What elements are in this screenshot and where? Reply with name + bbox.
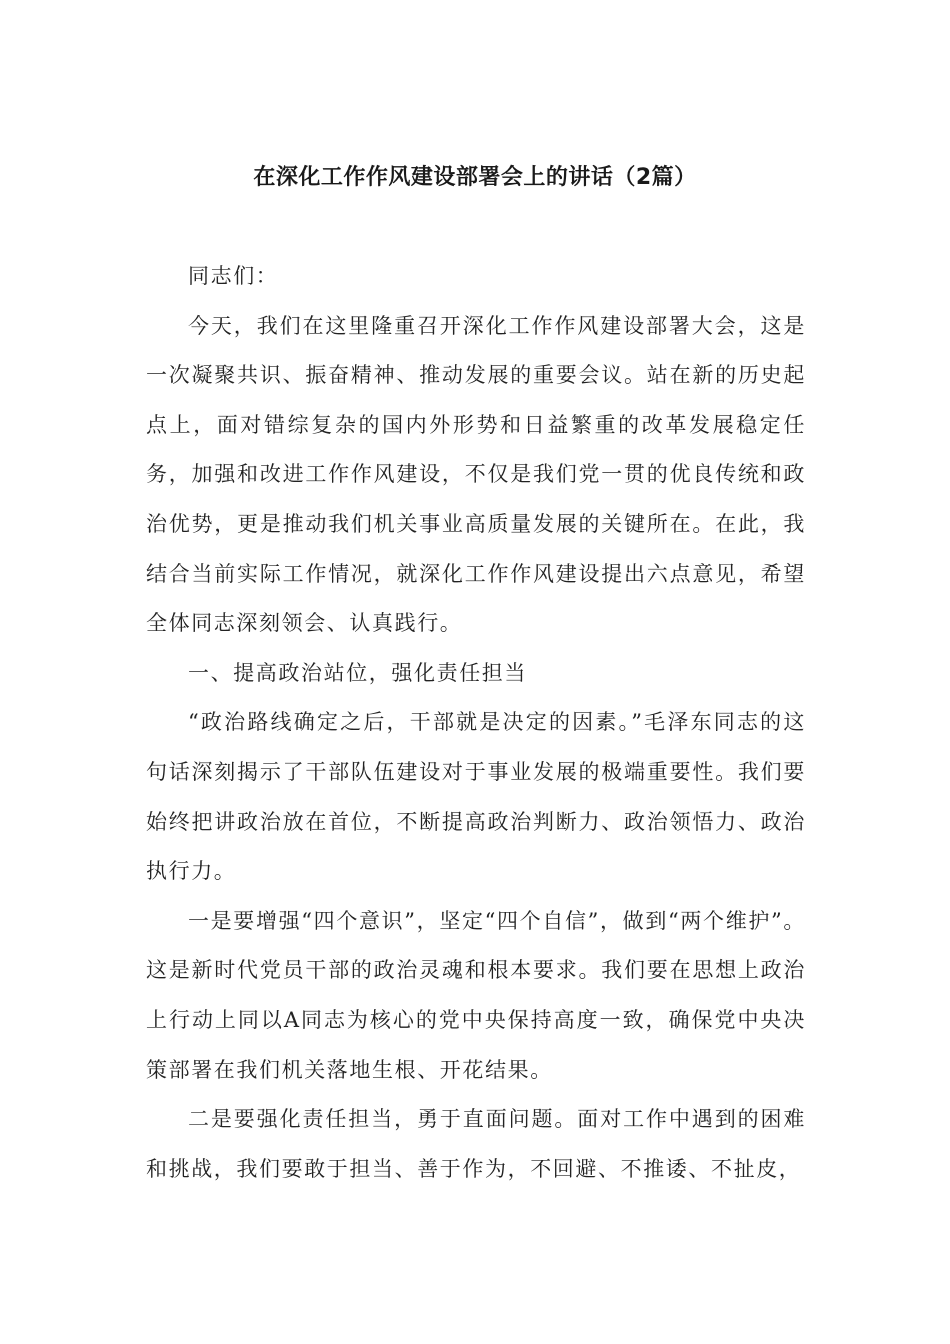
salutation-paragraph: 同志们： (188, 264, 279, 288)
body-paragraph: “政治路线确定之后，干部就是决定的因素。”毛泽东同志的这句话深刻揭示了干部队伍建设对于事业发展的极端重要性。我们要始终把讲政治放在首位，不断提高政治判断力、政治领悟力、政治执行力。 (146, 710, 806, 884)
body-paragraph: 一是要增强“四个意识”，坚定“四个自信”，做到“两个维护”。这是新时代党员干部的政治灵魂和根本要求。我们要在思想上政治上行动上同以A同志为核心的党中央保持高度一致，确保党中央决策部署在我们机关落地生根、开花结果。 (146, 908, 806, 1082)
document-body (146, 252, 806, 1194)
section-heading-1: 一、提高政治站位，强化责任担当 (188, 660, 527, 685)
body-paragraph: 二是要强化责任担当，勇于直面问题。面对工作中遇到的困难和挑战，我们要敢于担当、善于作为，不回避、不推诿、不扯皮， (146, 1107, 806, 1181)
document-title: 在深化工作作风建设部署会上的讲话（2篇） (253, 165, 697, 190)
intro-paragraph: 今天，我们在这里隆重召开深化工作作风建设部署大会，这是一次凝聚共识、振奋精神、推动发展的重要会议。站在新的历史起点上，面对错综复杂的国内外形势和日益繁重的改革发展稳定任务，加强和改进工作作风建设，不仅是我们党一贯的优良传统和政治优势，更是推动我们机关事业高质量发展的关键所在。在此，我结合当前实际工作情况，就深化工作作风建设提出六点意见，希望全体同志深刻领会、认真践行。 (146, 313, 806, 636)
